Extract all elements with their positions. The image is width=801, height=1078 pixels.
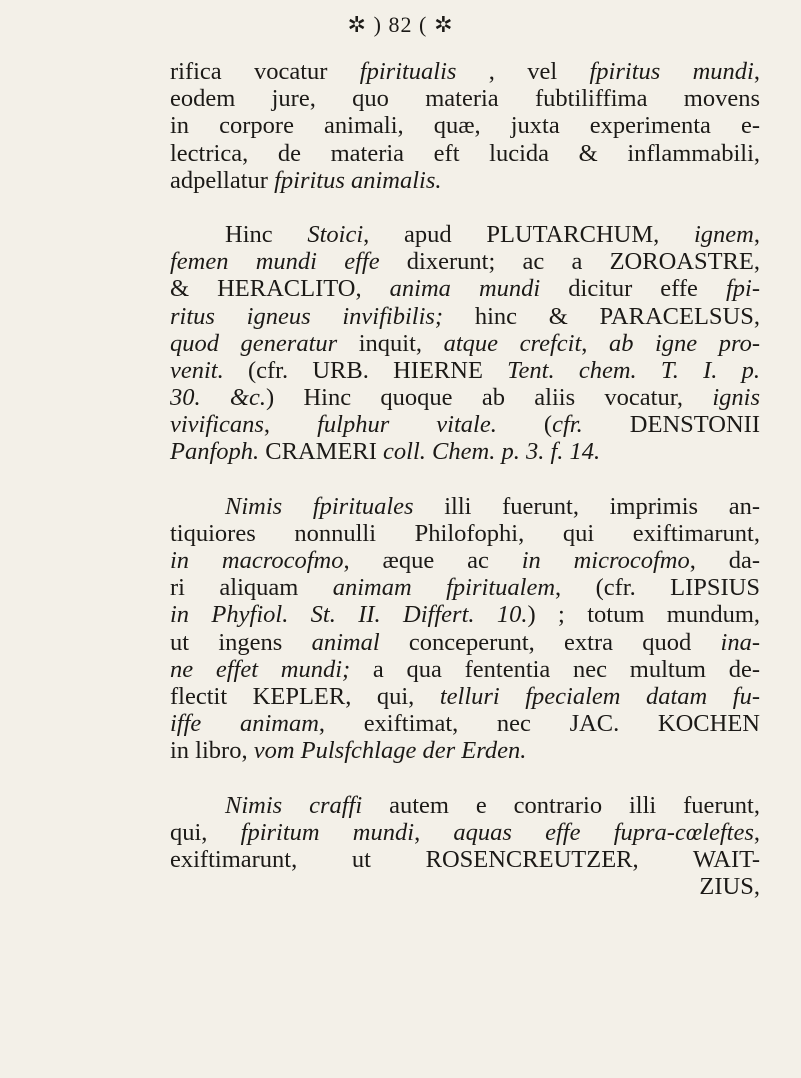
italic-run: aquas effe fupra-cœleftes [453,818,754,846]
italic-run: anima mundi [389,275,541,303]
text-run: hinc & PARACELSUS, [443,302,760,330]
italic-run: coll. Chem. p. 3. f. 14. [383,438,601,466]
text-run: ri aliquam [170,574,333,602]
text-line [170,574,760,601]
text-run: a qua fententia nec multum de- [350,655,761,683]
italic-run: fpiritum mundi [240,818,415,846]
italic-run: ritus igneus invifibilis; [170,302,444,330]
italic-run: ina- [720,628,760,656]
left-ornament-icon: ✲ [347,12,367,37]
paragraph [170,221,760,466]
text-run: inquit, [337,329,444,357]
body-text [170,58,760,900]
text-line [170,357,760,384]
text-line [170,792,760,819]
text-run: ) ; totum mundum, [527,601,761,629]
italic-run: ne effet mundi; [170,655,351,683]
italic-run: in macrocofmo [170,547,344,574]
right-ornament-icon: ✲ [434,12,454,37]
text-line [170,167,760,194]
text-line [170,656,760,683]
italic-run: animal [311,628,380,656]
text-line [170,140,760,167]
italic-run: cfr. [552,411,583,439]
text-line [170,629,760,656]
italic-run: Nimis fpirituales [225,492,414,520]
italic-run: atque crefcit [443,329,582,357]
text-run: dixerunt; ac a ZOROASTRE, [379,248,760,276]
text-line [170,710,760,737]
text-run: eodem jure, quo materia fubtiliffima movens [170,85,760,113]
text-line [170,601,760,628]
text-run: lectrica, de materia eft lucida & inflammabili, [170,139,760,167]
text-run: tiquiores nonnulli Philofophi, qui exiftimarunt, [170,519,760,547]
italic-run: telluri fpecialem datam fu- [439,682,760,710]
paragraph-gap [170,466,760,493]
italic-run: vivificans [170,411,264,439]
text-run: ) Hinc quoque ab aliis vocatur, [266,384,713,412]
italic-run: fpiritualis [359,58,457,85]
text-run: ut ingens [170,628,312,656]
text-run: in libro, [170,737,254,765]
italic-run: fulphur vitale. [317,411,497,439]
italic-run: ignis [712,384,760,412]
paragraph [170,493,760,765]
page-number: ) 82 ( [373,12,428,37]
paragraph [170,58,760,194]
text-line [170,221,760,248]
text-run: in corpore animali, quæ, juxta experimenta e- [170,112,760,140]
paragraph-gap [170,194,760,221]
italic-run: Nimis craffi [225,791,363,819]
paragraph [170,792,760,901]
italic-run: vom Pulsfchlage der Erden. [253,737,527,765]
text-line [170,411,760,438]
italic-run: fpiritus animalis. [274,166,442,194]
text-line [170,520,760,547]
text-run: qui, [170,818,241,846]
text-run: , [581,329,609,357]
text-run: , æque ac [343,547,522,574]
text-line [170,303,760,330]
italic-run: animam fpiritualem [332,574,556,602]
text-run: (cfr. URB. HIERNE [223,356,508,384]
paragraph-gap [170,765,760,792]
text-run: flectit KEPLER, qui, [170,682,440,710]
text-run: autem e contrario illi fuerunt, [362,791,760,819]
text-run: conceperunt, extra quod [379,628,721,656]
text-line [170,873,760,900]
text-run: Hinc [225,220,308,248]
text-run: , vel [456,58,590,85]
text-line [170,248,760,275]
text-run: , exiftimat, nec JAC. KOCHEN [318,710,760,738]
italic-run: ab igne pro- [608,329,761,357]
text-run: dicitur effe [540,275,726,303]
italic-run: Stoici [307,220,364,248]
text-line [170,737,760,764]
text-run: , apud PLUTARCHUM, [363,220,694,248]
text-line [170,58,760,85]
italic-run: Tent. chem. T. I. p. [507,356,760,384]
text-run: , [753,818,760,846]
text-line [170,846,760,873]
text-run: , [753,220,760,248]
text-line [170,493,760,520]
text-run: , da- [689,547,761,574]
text-line [170,819,760,846]
page-header [0,12,801,38]
italic-run: in microcofmo [521,547,690,574]
text-run: exiftimarunt, ut ROSENCREUTZER, WAIT- [170,845,760,873]
text-run: ( [496,411,553,439]
text-line [170,384,760,411]
italic-run: fpi- [725,275,761,303]
text-line [170,85,760,112]
text-run: rifica vocatur [170,58,360,85]
text-run: , [414,818,454,846]
italic-run: quod generatur [170,329,338,357]
text-run: illi fuerunt, imprimis an- [413,492,760,520]
text-line [170,438,760,465]
italic-run: 30. &c. [170,384,266,412]
text-run: CRAMERI [259,438,384,466]
text-line [170,112,760,139]
text-run: ZIUS, [699,873,760,901]
italic-run: iffe animam [170,710,319,738]
text-line [170,330,760,357]
text-line [170,547,760,574]
text-line [170,275,760,302]
italic-run: ignem [694,220,754,248]
text-line [170,683,760,710]
italic-run: in Phyfiol. St. II. Differt. 10. [170,601,528,629]
text-run: , [263,411,318,439]
italic-run: Panfoph. [170,438,260,466]
text-run: adpellatur [170,166,275,194]
text-run: , (cfr. LIPSIUS [555,574,760,602]
text-run: & HERACLITO, [170,275,390,303]
italic-run: femen mundi effe [170,248,380,276]
italic-run: fpiritus mundi [589,58,754,85]
text-run: DENSTONII [582,411,760,439]
text-run: , [753,58,760,85]
italic-run: venit. [170,356,224,384]
